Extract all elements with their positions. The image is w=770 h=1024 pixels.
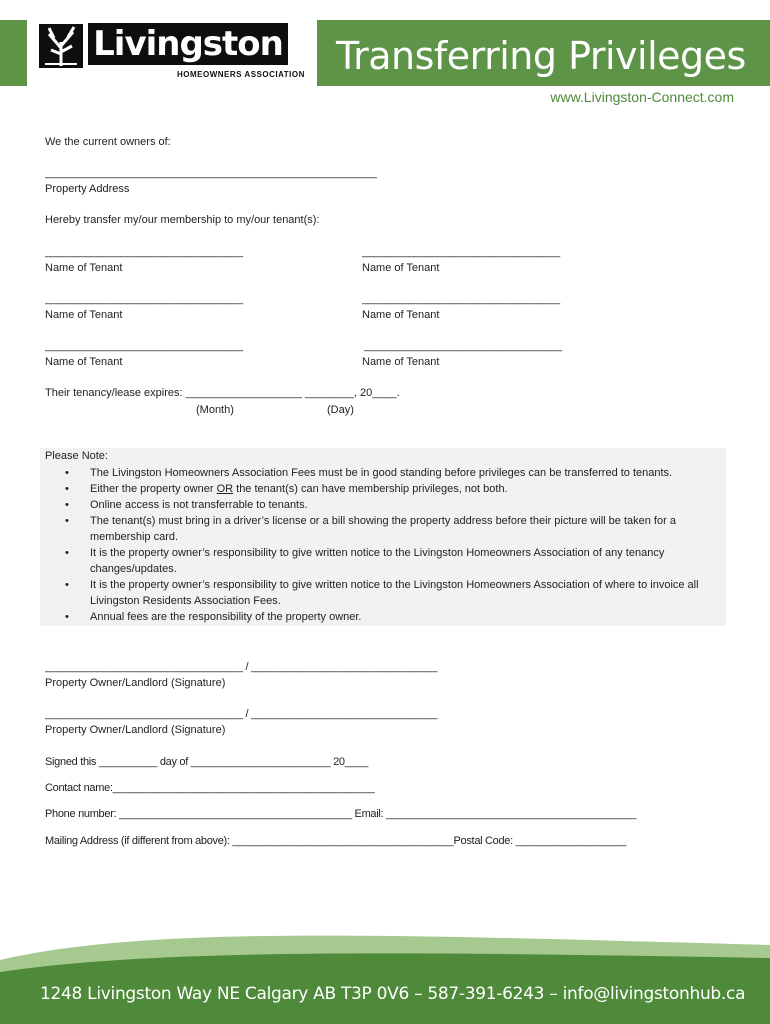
note-item: • It is the property owner’s responsibility to give written notice to the Livingston Homeowners Association of any tenancy changes/updates.: [65, 545, 721, 577]
footer-banner: [0, 930, 770, 1024]
tenant-name-field[interactable]: __________________________________: [364, 340, 562, 352]
mailing-address-field[interactable]: Mailing Address (if different from above): ______________________________________Postal Code: ___________________: [45, 835, 627, 847]
logo: [27, 20, 317, 86]
tenant-label: Name of Tenant: [362, 356, 440, 368]
address-label: Property Address: [45, 183, 130, 195]
note-item: • Annual fees are the responsibility of the property owner.: [65, 609, 721, 625]
signed-date-field[interactable]: Signed this __________ day of ________________________ 20____: [45, 756, 369, 768]
logo-subtitle: HOMEOWNERS ASSOCIATION: [177, 70, 305, 79]
phone-email-field[interactable]: Phone number: ________________________________________ Email: ___________________________________________: [45, 808, 637, 820]
note-item: • Online access is not transferrable to tenants.: [65, 497, 721, 513]
tenant-name-field[interactable]: __________________________________: [45, 246, 243, 258]
note-item: • Either the property owner OR the tenant(s) can have membership privileges, not both.: [65, 481, 721, 497]
logo-wordmark: Livingston: [88, 23, 288, 65]
header-banner: [0, 20, 770, 86]
note-list: [65, 465, 721, 625]
address-field[interactable]: _________________________________________________________: [45, 167, 377, 179]
signature-label: Property Owner/Landlord (Signature): [45, 724, 226, 736]
signature-label: Property Owner/Landlord (Signature): [45, 677, 226, 689]
tenant-label: Name of Tenant: [45, 262, 123, 274]
note-title: Please Note:: [45, 450, 108, 462]
month-label: (Month): [196, 404, 234, 416]
tenant-label: Name of Tenant: [362, 309, 440, 321]
transfer-text: Hereby transfer my/our membership to my/our tenant(s):: [45, 214, 320, 226]
note-box: [40, 448, 726, 626]
intro-text: We the current owners of:: [45, 136, 171, 148]
tree-icon: [39, 24, 83, 68]
owner-signature-field[interactable]: __________________________________ / ________________________________: [45, 661, 438, 673]
note-item: • The Livingston Homeowners Association Fees must be in good standing before privileges can be transferred to tenants.: [65, 465, 721, 481]
tenant-name-field[interactable]: __________________________________: [362, 246, 560, 258]
tenant-label: Name of Tenant: [45, 309, 123, 321]
page-title: Transferring Privileges: [336, 34, 746, 78]
lease-expiry-field[interactable]: Their tenancy/lease expires: ___________________ ________, 20____.: [45, 387, 400, 399]
day-label: (Day): [327, 404, 354, 416]
tenant-name-field[interactable]: __________________________________: [45, 293, 243, 305]
tenant-label: Name of Tenant: [362, 262, 440, 274]
website-link[interactable]: www.Livingston-Connect.com: [550, 89, 734, 105]
owner-signature-field[interactable]: __________________________________ / ________________________________: [45, 708, 438, 720]
tenant-name-field[interactable]: __________________________________: [45, 340, 243, 352]
contact-name-field[interactable]: Contact name:_____________________________________________: [45, 782, 375, 794]
note-item: • The tenant(s) must bring in a driver’s license or a bill showing the property address before their picture will be taken for a membership card.: [65, 513, 721, 545]
tenant-label: Name of Tenant: [45, 356, 123, 368]
tenant-name-field[interactable]: __________________________________: [362, 293, 560, 305]
footer-address: 1248 Livingston Way NE Calgary AB T3P 0V6 – 587-391-6243 – info@livingstonhub.ca: [40, 984, 746, 1004]
note-item: • It is the property owner’s responsibility to give written notice to the Livingston Homeowners Association of where to invoice all Livingston Residents Association Fees.: [65, 577, 721, 609]
